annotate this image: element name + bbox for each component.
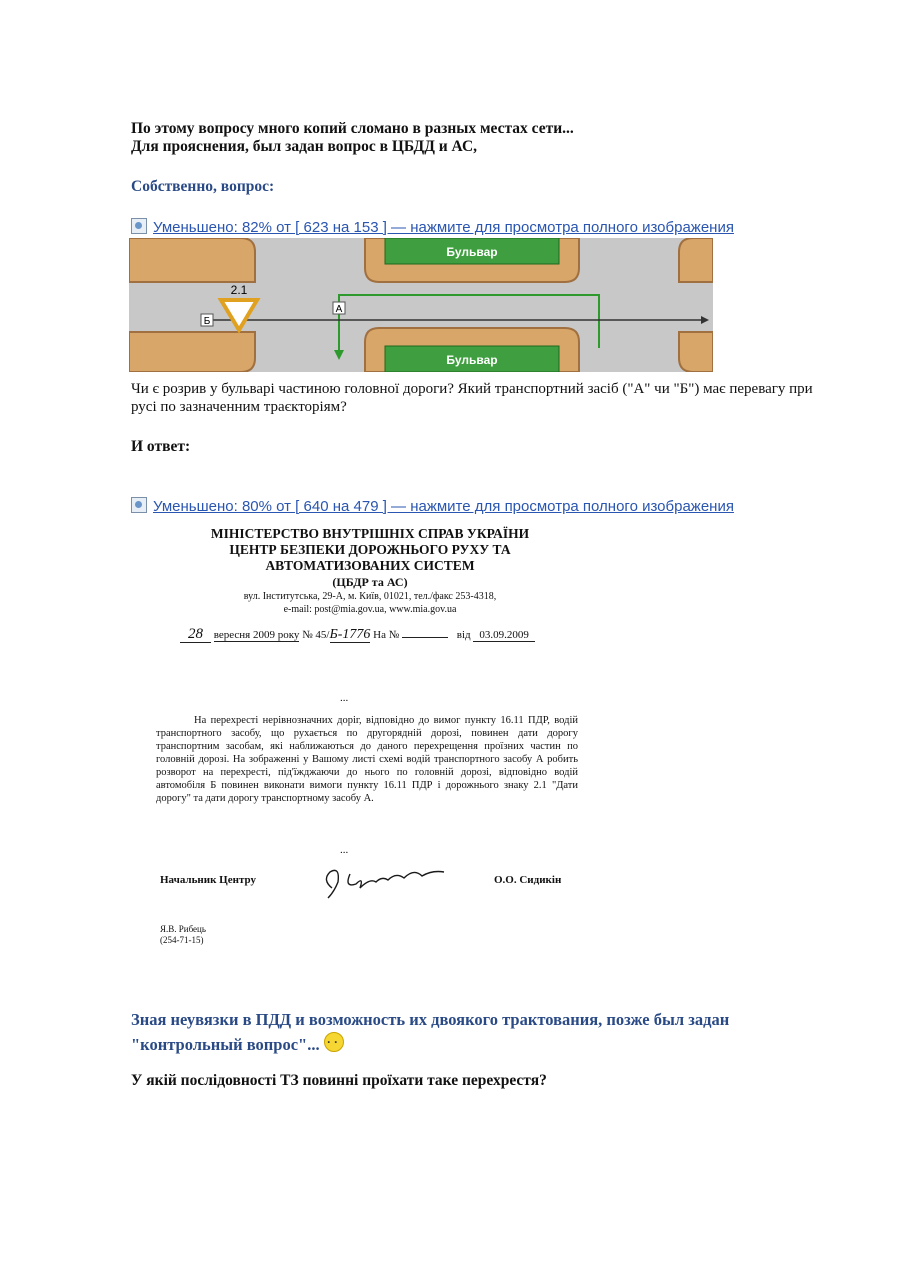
- letter-date-rest: вересня 2009 року: [213, 629, 300, 641]
- outro-line-1: Зная неувязки в ПДД и возможность их двоякого трактования, позже был задан: [131, 1010, 730, 1029]
- outro-blue-text: [131, 1008, 831, 1057]
- signature-image: [320, 858, 450, 902]
- letter-from-date: 03.09.2009: [473, 629, 535, 642]
- letter-head-2: ЦЕНТР БЕЗПЕКИ ДОРОЖНЬОГО РУХУ ТА: [229, 542, 511, 557]
- outro-line-2: "контрольный вопрос"...: [131, 1035, 320, 1054]
- letter-executor: [160, 924, 206, 946]
- letter-ellipsis-1: ...: [340, 692, 349, 704]
- letter-ellipsis-2: ...: [340, 844, 349, 856]
- letter-head-3: АВТОМАТИЗОВАНИХ СИСТЕМ: [265, 558, 475, 573]
- letter-from-label: від: [456, 629, 471, 641]
- letter-executor-phone: (254-71-15): [160, 935, 204, 945]
- final-question: У якій послідовності ТЗ повинні проїхати таке перехрестя?: [131, 1072, 547, 1089]
- letter-date-day: 28: [180, 626, 211, 643]
- sign-label: 2.1: [230, 283, 248, 297]
- car-b-label: Б: [203, 316, 211, 327]
- boulevard-bottom-label: Бульвар: [446, 353, 498, 367]
- image2-link-text: Уменьшено: 80% от [ 640 на 479 ] — нажмите для просмотра полного изображения: [153, 498, 734, 515]
- intersection-diagram: [129, 238, 713, 372]
- letter-num-hand: Б-1776: [329, 627, 371, 642]
- image-icon: [131, 218, 147, 234]
- letter-head-4: (ЦБДР та АС): [332, 575, 408, 589]
- letter-to-no: На №: [373, 629, 400, 641]
- question-text: Чи є розрив у бульварі частиною головної дороги? Який транспортний засіб ("А" чи "Б") має перевагу при русі по зазначенним траєкторіям?: [131, 381, 813, 415]
- letter-executor-name: Я.В. Рибець: [160, 924, 206, 934]
- letter-num-prefix: № 45/: [302, 629, 330, 641]
- answer-heading: И ответ:: [131, 438, 191, 455]
- letter-ref-line: [180, 626, 535, 643]
- image1-link-text: Уменьшено: 82% от [ 623 на 153 ] — нажмите для просмотра полного изображения: [153, 219, 734, 236]
- letter-signer-title: Начальник Центру: [160, 874, 256, 886]
- intro-text: [131, 120, 574, 156]
- letter-body: На перехресті нерівнозначних доріг, відповідно до вимог пункту 16.11 ПДР, водій транспортного засобу, що рухається по другорядній дорозі, повинен дати дорогу транспортним засобам, які наближаються до даного перехрещення проїзних частин по головній дорозі. На зображенні у Вашому листі схемі водій транспортного засобу А робить розворот на перехресті, під'їжджаючи до нього по головній дорозі, відповідно водій автомобіля Б повинен виконати вимоги пункту 16.11 ПДР і дорожнього знаку 2.1 "Дати дорогу" та дати дорогу транспортному засобу А.: [156, 715, 578, 804]
- intro-line-1: По этому вопросу много копий сломано в разных местах сети...: [131, 120, 574, 137]
- smiley-icon: [324, 1032, 344, 1052]
- letter-head-1: МІНІСТЕРСТВО ВНУТРІШНІХ СПРАВ УКРАЇНИ: [210, 526, 530, 541]
- boulevard-top-label: Бульвар: [446, 245, 498, 259]
- intro-line-2: Для прояснения, был задан вопрос в ЦБДД и АС,: [131, 138, 478, 155]
- letter-address: вул. Інститутська, 29-А, м. Київ, 01021, тел./факс 253-4318,: [243, 591, 497, 602]
- letter-email: e-mail: post@mia.gov.ua, www.mia.gov.ua: [283, 604, 457, 615]
- image2-link[interactable]: [131, 497, 734, 515]
- image-icon: [131, 497, 147, 513]
- letter-signer-name: О.О. Сидикін: [494, 874, 562, 886]
- official-letter: [150, 522, 590, 962]
- car-a-label: А: [335, 304, 343, 315]
- question-heading: Собственно, вопрос:: [131, 178, 275, 195]
- image1-link[interactable]: [131, 218, 734, 236]
